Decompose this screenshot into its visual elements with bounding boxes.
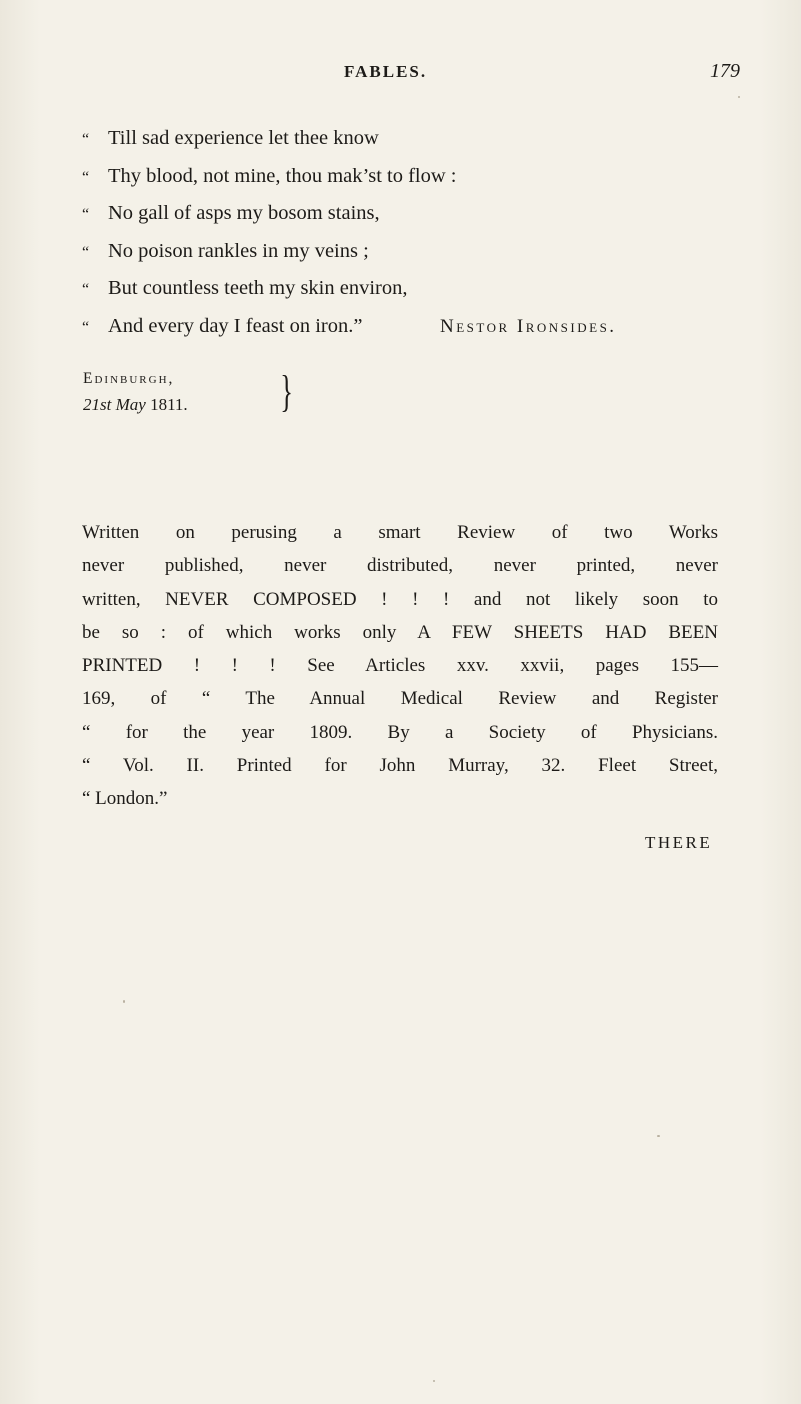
- prose-line: PRINTED ! ! ! See Articles xxv. xxvii, pages 155—: [82, 655, 718, 677]
- date-month: May: [115, 395, 146, 414]
- opening-quote: “: [82, 131, 90, 148]
- prose-line: 169, of “ The Annual Medical Review and Register: [82, 688, 718, 710]
- running-title: FABLES.: [344, 62, 428, 81]
- verse-line: [82, 195, 722, 233]
- opening-quote: “: [82, 318, 90, 336]
- verse-line: [82, 120, 722, 158]
- catchword: THERE: [645, 833, 713, 852]
- opening-quote: “: [82, 243, 90, 261]
- date-year: 1811.: [150, 395, 188, 414]
- verse-text: No poison rankles in my veins ;: [108, 239, 369, 262]
- dateline-place: Edinburgh,: [83, 370, 175, 387]
- date-ordinal: 21st: [83, 395, 112, 414]
- author-signature: Nestor Ironsides.: [440, 316, 617, 337]
- prose-line: be so : of which works only A FEW SHEETS HAD BEEN: [82, 621, 718, 643]
- opening-quote: “: [82, 206, 90, 224]
- paper-speck: [433, 1380, 435, 1382]
- verse-line: [82, 308, 722, 346]
- paper-speck: [657, 1135, 660, 1137]
- verse-line: [82, 270, 722, 308]
- prose-line: “ for the year 1809. By a Society of Physicians.: [82, 721, 718, 743]
- verse-text: And every day I feast on iron.”: [108, 314, 363, 337]
- dateline: [83, 366, 293, 418]
- opening-quote: “: [82, 281, 90, 299]
- prose-line: “ London.”: [82, 788, 168, 810]
- prose-line: Written on perusing a smart Review of two Works: [82, 522, 718, 543]
- page-number: 179: [710, 60, 740, 82]
- opening-quote: “: [82, 168, 90, 186]
- prose-line: “ Vol. II. Printed for John Murray, 32. Fleet Street,: [82, 755, 718, 777]
- brace-glyph: }: [280, 367, 293, 416]
- verse-text: But countless teeth my skin environ,: [108, 277, 408, 300]
- poem-stanza: [82, 120, 722, 346]
- prose-line: written, NEVER COMPOSED ! ! ! and not likely soon to: [82, 588, 718, 610]
- paper-speck: [123, 1000, 125, 1003]
- verse-text: No gall of asps my bosom stains,: [108, 202, 380, 225]
- verse-line: [82, 233, 722, 271]
- verse-text: Till sad experience let thee know: [108, 127, 379, 149]
- prose-line: never published, never distributed, never printed, never: [82, 555, 718, 577]
- prose-paragraph: [82, 516, 718, 816]
- running-head: [0, 62, 801, 92]
- dateline-date: [83, 392, 283, 418]
- verse-text: Thy blood, not mine, thou mak’st to flow :: [108, 164, 457, 187]
- paper-speck: [738, 96, 740, 98]
- verse-line: [82, 158, 722, 196]
